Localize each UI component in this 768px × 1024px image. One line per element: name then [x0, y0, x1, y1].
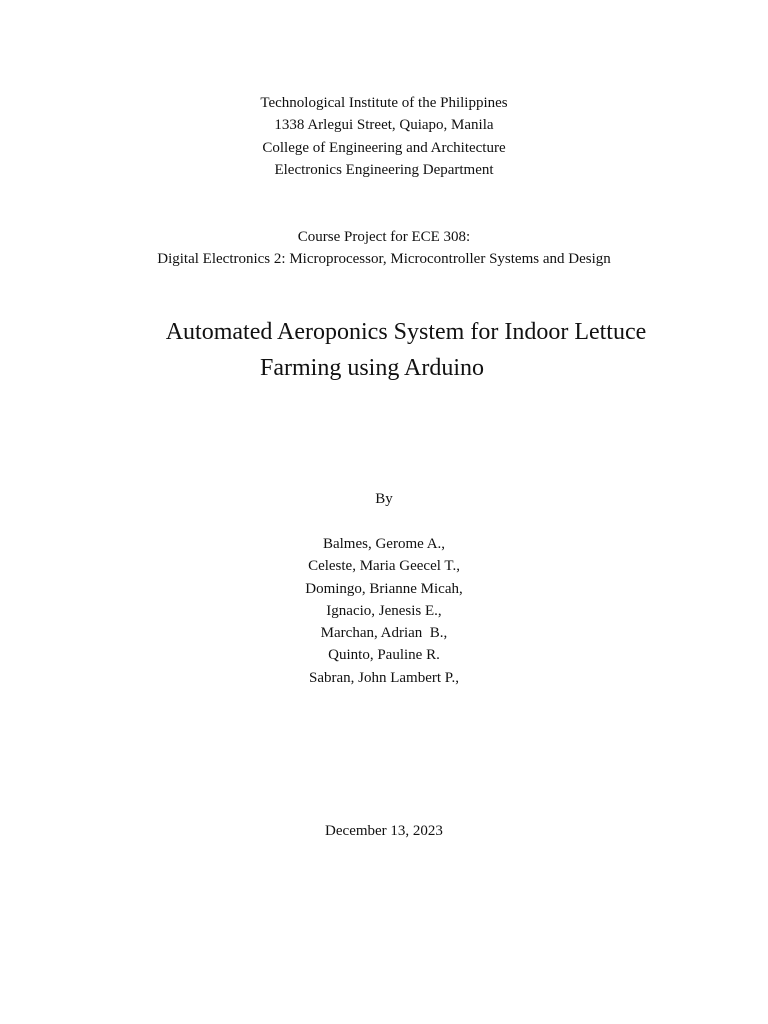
title-line-1: Automated Aeroponics System for Indoor Lettuce: [165, 319, 647, 345]
author-name: Marchan, Adrian B.,: [320, 625, 448, 642]
institution-name: Technological Institute of the Philippines: [260, 95, 508, 111]
title-line-2: Farming using Arduino: [259, 355, 484, 381]
college-name: College of Engineering and Architecture: [262, 139, 506, 156]
by-label: By: [375, 491, 393, 507]
institution-block: [0, 92, 768, 181]
department-name: Electronics Engineering Department: [274, 161, 494, 178]
date-block: [0, 820, 768, 842]
author-name: Celeste, Maria Geecel T.,: [308, 558, 460, 575]
author-name: Balmes, Gerome A.,: [322, 536, 446, 552]
course-block: [0, 226, 768, 271]
author-name: Ignacio, Jenesis E.,: [326, 602, 442, 619]
institution-address: 1338 Arlegui Street, Quiapo, Manila: [274, 117, 494, 134]
by-label-block: [0, 488, 768, 510]
author-name: Domingo, Brianne Micah,: [305, 580, 463, 597]
document-title: [0, 314, 768, 386]
course-name: Digital Electronics 2: Microprocessor, Microcontroller Systems and Design: [157, 251, 611, 268]
document-date: December 13, 2023: [325, 823, 443, 839]
authors-list: [0, 533, 768, 689]
author-name: Sabran, John Lambert P.,: [309, 669, 459, 686]
course-code: Course Project for ECE 308:: [297, 229, 471, 245]
author-name: Quinto, Pauline R.: [328, 647, 440, 664]
